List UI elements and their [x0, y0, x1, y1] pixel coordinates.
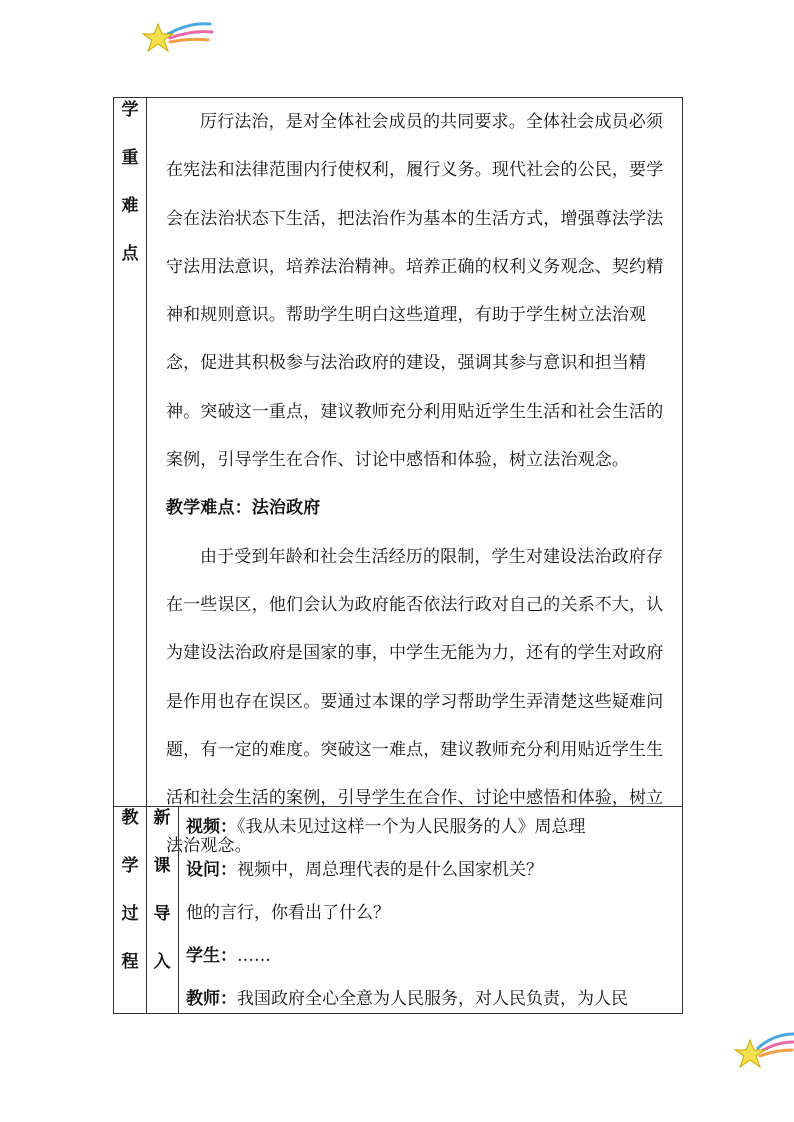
difficulty-heading: 教学难点：法治政府: [166, 498, 321, 519]
shooting-star-icon: [140, 18, 214, 58]
intro-line: 学生：……: [186, 946, 271, 966]
intro-line: 视频：《我从未见过这样一个为人民服务的人》周总理: [186, 817, 586, 837]
lesson-table: [113, 97, 683, 1014]
key-points-label: 学 重 难 点: [121, 100, 139, 264]
key-points-paragraph: 厉行法治，是对全体社会成员的共同要求。全体社会成员必须在宪法和法律范围内行使权利，履行义务。现代社会的公民，要学会在法治状态下生活，把法治作为基本的生活方式，增强尊法学法守法用法意识，培养法治精神。培养正确的权利义务观念、契约精神和规则意识。帮助学生明白这些道理，有助于学生树立法治观念，促进其积极参与法治政府的建设，强调其参与意识和担当精神。突破这一重点，建议教师充分利用贴近学生生活和社会生活的案例，引导学生在合作、讨论中感悟和体验，树立法治观念。: [166, 112, 664, 471]
intro-content: [186, 806, 676, 1021]
key-points-content: [166, 98, 676, 871]
intro-label: 新 课 导 入: [153, 808, 171, 972]
difficulty-paragraph: 由于受到年龄和社会生活经历的限制，学生对建设法治政府存在一些误区，他们会认为政府能否依法行政对自己的关系不大，认为建设法治政府是国家的事，中学生无能为力，还有的学生对政府是作用也存在误区。要通过本课的学习帮助学生弄清楚这些疑难问题，有一定的难度。突破这一难点，建议教师充分利用贴近学生生活和社会生活的案例，引导学生在合作、讨论中感悟和体验，树立法治观念。: [166, 546, 664, 857]
intro-line: 教师：我国政府全心全意为人民服务，对人民负责，为人民: [186, 989, 628, 1009]
shooting-star-icon: [734, 1028, 794, 1072]
process-label: 教 学 过 程: [121, 808, 139, 972]
intro-line: 设问：视频中，周总理代表的是什么国家机关？: [186, 860, 543, 880]
intro-line: 他的言行，你看出了什么？: [186, 903, 390, 923]
